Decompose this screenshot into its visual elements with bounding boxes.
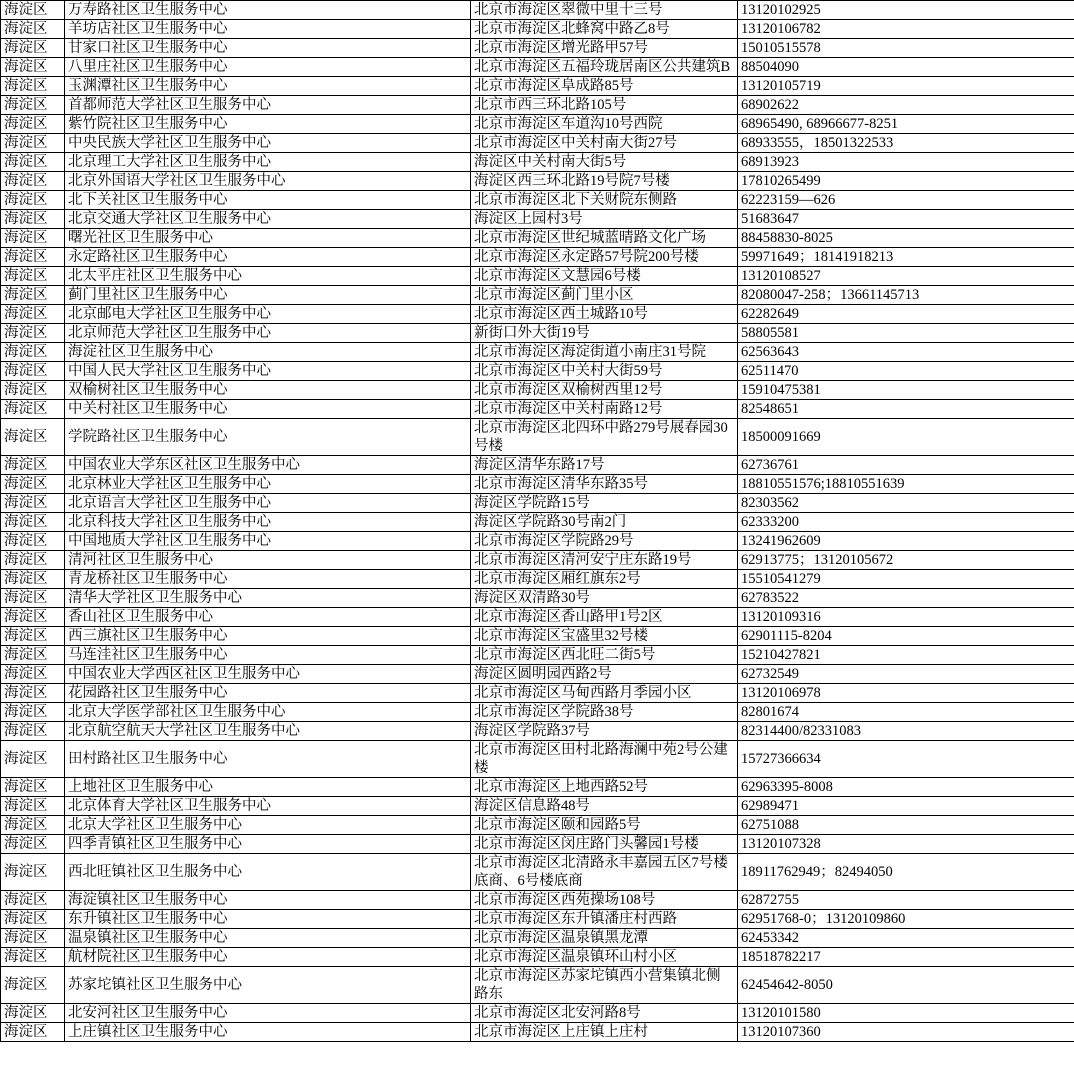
table-row xyxy=(1,343,1074,362)
address-cell: 北京市海淀区颐和园路5号 xyxy=(471,816,738,835)
district-cell: 海淀区 xyxy=(1,400,65,419)
phone-cell: 13120107360 xyxy=(738,1023,1074,1042)
center-name-cell: 中央民族大学社区卫生服务中心 xyxy=(65,134,471,153)
address-cell: 北京市海淀区温泉镇环山村小区 xyxy=(471,948,738,967)
center-name-cell: 蓟门里社区卫生服务中心 xyxy=(65,286,471,305)
center-name-cell: 四季青镇社区卫生服务中心 xyxy=(65,835,471,854)
address-cell: 海淀区清华东路17号 xyxy=(471,456,738,475)
center-name-cell: 北京语言大学社区卫生服务中心 xyxy=(65,494,471,513)
table-row xyxy=(1,703,1074,722)
center-name-cell: 羊坊店社区卫生服务中心 xyxy=(65,20,471,39)
table-row xyxy=(1,778,1074,797)
phone-cell: 18518782217 xyxy=(738,948,1074,967)
table-row xyxy=(1,39,1074,58)
table-row xyxy=(1,191,1074,210)
table-row xyxy=(1,324,1074,343)
phone-cell: 62901115-8204 xyxy=(738,627,1074,646)
district-cell: 海淀区 xyxy=(1,1,65,20)
center-name-cell: 海淀社区卫生服务中心 xyxy=(65,343,471,362)
center-name-cell: 航材院社区卫生服务中心 xyxy=(65,948,471,967)
phone-cell: 17810265499 xyxy=(738,172,1074,191)
table-row xyxy=(1,891,1074,910)
address-cell: 北京市海淀区五福玲珑居南区公共建筑B xyxy=(471,58,738,77)
address-cell: 北京市海淀区西苑操场108号 xyxy=(471,891,738,910)
phone-cell: 13120106978 xyxy=(738,684,1074,703)
address-cell: 北京市海淀区宝盛里32号楼 xyxy=(471,627,738,646)
address-cell: 北京市海淀区海淀街道小南庄31号院 xyxy=(471,343,738,362)
center-name-cell: 西三旗社区卫生服务中心 xyxy=(65,627,471,646)
phone-cell: 62951768-0；13120109860 xyxy=(738,910,1074,929)
table-row xyxy=(1,854,1074,891)
table-row xyxy=(1,210,1074,229)
table-row xyxy=(1,172,1074,191)
district-cell: 海淀区 xyxy=(1,532,65,551)
district-cell: 海淀区 xyxy=(1,343,65,362)
center-name-cell: 花园路社区卫生服务中心 xyxy=(65,684,471,703)
phone-cell: 82314400/82331083 xyxy=(738,722,1074,741)
phone-cell: 13120102925 xyxy=(738,1,1074,20)
district-cell: 海淀区 xyxy=(1,172,65,191)
phone-cell: 15510541279 xyxy=(738,570,1074,589)
center-name-cell: 北京交通大学社区卫生服务中心 xyxy=(65,210,471,229)
address-cell: 北京市海淀区上庄镇上庄村 xyxy=(471,1023,738,1042)
address-cell: 北京市海淀区中关村南大街27号 xyxy=(471,134,738,153)
table-row xyxy=(1,494,1074,513)
phone-cell: 18911762949；82494050 xyxy=(738,854,1074,891)
phone-cell: 68933555，18501322533 xyxy=(738,134,1074,153)
address-cell: 海淀区信息路48号 xyxy=(471,797,738,816)
phone-cell: 68902622 xyxy=(738,96,1074,115)
table-row xyxy=(1,419,1074,456)
address-cell: 北京市海淀区蓟门里小区 xyxy=(471,286,738,305)
center-name-cell: 北京邮电大学社区卫生服务中心 xyxy=(65,305,471,324)
address-cell: 北京市海淀区温泉镇黑龙潭 xyxy=(471,929,738,948)
table-row xyxy=(1,816,1074,835)
address-cell: 北京市海淀区双榆树西里12号 xyxy=(471,381,738,400)
table-row xyxy=(1,229,1074,248)
table-row xyxy=(1,684,1074,703)
table-row xyxy=(1,248,1074,267)
phone-cell: 18810551576;18810551639 xyxy=(738,475,1074,494)
phone-cell: 13120105719 xyxy=(738,77,1074,96)
address-cell: 北京市海淀区东升镇潘庄村西路 xyxy=(471,910,738,929)
center-name-cell: 北安河社区卫生服务中心 xyxy=(65,1004,471,1023)
address-cell: 北京市海淀区清华东路35号 xyxy=(471,475,738,494)
table-row xyxy=(1,722,1074,741)
center-name-cell: 北京大学医学部社区卫生服务中心 xyxy=(65,703,471,722)
center-name-cell: 北京师范大学社区卫生服务中心 xyxy=(65,324,471,343)
table-row xyxy=(1,570,1074,589)
center-name-cell: 上地社区卫生服务中心 xyxy=(65,778,471,797)
district-cell: 海淀区 xyxy=(1,1023,65,1042)
district-cell: 海淀区 xyxy=(1,816,65,835)
phone-cell: 62736761 xyxy=(738,456,1074,475)
phone-cell: 62913775；13120105672 xyxy=(738,551,1074,570)
table-row xyxy=(1,1023,1074,1042)
center-name-cell: 马连洼社区卫生服务中心 xyxy=(65,646,471,665)
address-cell: 北京市海淀区翠微中里十三号 xyxy=(471,1,738,20)
center-name-cell: 北太平庄社区卫生服务中心 xyxy=(65,267,471,286)
center-name-cell: 田村路社区卫生服务中心 xyxy=(65,741,471,778)
phone-cell: 82303562 xyxy=(738,494,1074,513)
address-cell: 北京市海淀区车道沟10号西院 xyxy=(471,115,738,134)
address-cell: 北京市海淀区北清路永丰嘉园五区7号楼底商、6号楼底商 xyxy=(471,854,738,891)
address-cell: 北京市海淀区增光路甲57号 xyxy=(471,39,738,58)
phone-cell: 82801674 xyxy=(738,703,1074,722)
address-cell: 北京市海淀区马甸西路月季园小区 xyxy=(471,684,738,703)
address-cell: 海淀区学院路15号 xyxy=(471,494,738,513)
address-cell: 海淀区学院路30号南2门 xyxy=(471,513,738,532)
district-cell: 海淀区 xyxy=(1,684,65,703)
table-row xyxy=(1,589,1074,608)
address-cell: 北京市海淀区闵庄路门头馨园1号楼 xyxy=(471,835,738,854)
address-cell: 北京市海淀区阜成路85号 xyxy=(471,77,738,96)
table-row xyxy=(1,532,1074,551)
center-name-cell: 中国地质大学社区卫生服务中心 xyxy=(65,532,471,551)
district-cell: 海淀区 xyxy=(1,456,65,475)
table-row xyxy=(1,1004,1074,1023)
table-row xyxy=(1,608,1074,627)
table-row xyxy=(1,551,1074,570)
table-row xyxy=(1,835,1074,854)
district-cell: 海淀区 xyxy=(1,948,65,967)
table-row xyxy=(1,910,1074,929)
table-row xyxy=(1,1,1074,20)
center-name-cell: 学院路社区卫生服务中心 xyxy=(65,419,471,456)
address-cell: 北京市海淀区中关村大街59号 xyxy=(471,362,738,381)
table-row xyxy=(1,267,1074,286)
district-cell: 海淀区 xyxy=(1,570,65,589)
address-cell: 新街口外大街19号 xyxy=(471,324,738,343)
table-row xyxy=(1,77,1074,96)
center-name-cell: 双榆树社区卫生服务中心 xyxy=(65,381,471,400)
district-cell: 海淀区 xyxy=(1,929,65,948)
center-name-cell: 北京科技大学社区卫生服务中心 xyxy=(65,513,471,532)
table-row xyxy=(1,967,1074,1004)
phone-cell: 15910475381 xyxy=(738,381,1074,400)
district-cell: 海淀区 xyxy=(1,153,65,172)
center-name-cell: 青龙桥社区卫生服务中心 xyxy=(65,570,471,589)
district-cell: 海淀区 xyxy=(1,741,65,778)
phone-cell: 62872755 xyxy=(738,891,1074,910)
district-cell: 海淀区 xyxy=(1,1004,65,1023)
center-name-cell: 西北旺镇社区卫生服务中心 xyxy=(65,854,471,891)
table-row xyxy=(1,456,1074,475)
district-cell: 海淀区 xyxy=(1,39,65,58)
district-cell: 海淀区 xyxy=(1,191,65,210)
table-row xyxy=(1,20,1074,39)
address-cell: 北京市海淀区苏家坨镇西小营集镇北侧路东 xyxy=(471,967,738,1004)
center-name-cell: 北下关社区卫生服务中心 xyxy=(65,191,471,210)
table-row xyxy=(1,153,1074,172)
district-cell: 海淀区 xyxy=(1,494,65,513)
district-cell: 海淀区 xyxy=(1,646,65,665)
table-row xyxy=(1,646,1074,665)
phone-cell: 18500091669 xyxy=(738,419,1074,456)
address-cell: 北京市海淀区永定路57号院200号楼 xyxy=(471,248,738,267)
district-cell: 海淀区 xyxy=(1,589,65,608)
table-row xyxy=(1,475,1074,494)
address-cell: 北京市海淀区上地西路52号 xyxy=(471,778,738,797)
phone-cell: 62989471 xyxy=(738,797,1074,816)
table-row xyxy=(1,665,1074,684)
phone-cell: 15210427821 xyxy=(738,646,1074,665)
table-row xyxy=(1,948,1074,967)
health-centers-table-body xyxy=(1,1,1074,1042)
address-cell: 北京市海淀区香山路甲1号2区 xyxy=(471,608,738,627)
center-name-cell: 北京大学社区卫生服务中心 xyxy=(65,816,471,835)
center-name-cell: 万寿路社区卫生服务中心 xyxy=(65,1,471,20)
phone-cell: 15727366634 xyxy=(738,741,1074,778)
phone-cell: 62563643 xyxy=(738,343,1074,362)
phone-cell: 88458830-8025 xyxy=(738,229,1074,248)
center-name-cell: 海淀镇社区卫生服务中心 xyxy=(65,891,471,910)
phone-cell: 62732549 xyxy=(738,665,1074,684)
district-cell: 海淀区 xyxy=(1,627,65,646)
district-cell: 海淀区 xyxy=(1,551,65,570)
phone-cell: 13120107328 xyxy=(738,835,1074,854)
district-cell: 海淀区 xyxy=(1,475,65,494)
district-cell: 海淀区 xyxy=(1,703,65,722)
district-cell: 海淀区 xyxy=(1,381,65,400)
center-name-cell: 上庄镇社区卫生服务中心 xyxy=(65,1023,471,1042)
table-row xyxy=(1,381,1074,400)
center-name-cell: 甘家口社区卫生服务中心 xyxy=(65,39,471,58)
phone-cell: 62511470 xyxy=(738,362,1074,381)
address-cell: 北京市海淀区北四环中路279号展春园30号楼 xyxy=(471,419,738,456)
table-row xyxy=(1,513,1074,532)
center-name-cell: 北京外国语大学社区卫生服务中心 xyxy=(65,172,471,191)
district-cell: 海淀区 xyxy=(1,722,65,741)
phone-cell: 68913923 xyxy=(738,153,1074,172)
phone-cell: 59971649；18141918213 xyxy=(738,248,1074,267)
phone-cell: 62223159—626 xyxy=(738,191,1074,210)
phone-cell: 13120109316 xyxy=(738,608,1074,627)
address-cell: 北京市海淀区世纪城蓝晴路文化广场 xyxy=(471,229,738,248)
phone-cell: 82548651 xyxy=(738,400,1074,419)
address-cell: 海淀区双清路30号 xyxy=(471,589,738,608)
phone-cell: 62454642-8050 xyxy=(738,967,1074,1004)
table-row xyxy=(1,741,1074,778)
address-cell: 海淀区西三环北路19号院7号楼 xyxy=(471,172,738,191)
phone-cell: 13241962609 xyxy=(738,532,1074,551)
address-cell: 海淀区中关村南大街5号 xyxy=(471,153,738,172)
address-cell: 海淀区上园村3号 xyxy=(471,210,738,229)
center-name-cell: 玉渊潭社区卫生服务中心 xyxy=(65,77,471,96)
district-cell: 海淀区 xyxy=(1,891,65,910)
center-name-cell: 曙光社区卫生服务中心 xyxy=(65,229,471,248)
table-row xyxy=(1,305,1074,324)
address-cell: 北京市海淀区文慧园6号楼 xyxy=(471,267,738,286)
district-cell: 海淀区 xyxy=(1,20,65,39)
center-name-cell: 清河社区卫生服务中心 xyxy=(65,551,471,570)
district-cell: 海淀区 xyxy=(1,835,65,854)
table-row xyxy=(1,627,1074,646)
address-cell: 海淀区学院路37号 xyxy=(471,722,738,741)
center-name-cell: 紫竹院社区卫生服务中心 xyxy=(65,115,471,134)
phone-cell: 15010515578 xyxy=(738,39,1074,58)
district-cell: 海淀区 xyxy=(1,229,65,248)
address-cell: 北京市海淀区学院路38号 xyxy=(471,703,738,722)
district-cell: 海淀区 xyxy=(1,419,65,456)
center-name-cell: 苏家坨镇社区卫生服务中心 xyxy=(65,967,471,1004)
district-cell: 海淀区 xyxy=(1,362,65,381)
district-cell: 海淀区 xyxy=(1,286,65,305)
district-cell: 海淀区 xyxy=(1,210,65,229)
table-row xyxy=(1,96,1074,115)
center-name-cell: 清华大学社区卫生服务中心 xyxy=(65,589,471,608)
phone-cell: 88504090 xyxy=(738,58,1074,77)
phone-cell: 68965490, 68966677-8251 xyxy=(738,115,1074,134)
center-name-cell: 北京航空航天大学社区卫生服务中心 xyxy=(65,722,471,741)
district-cell: 海淀区 xyxy=(1,608,65,627)
phone-cell: 62333200 xyxy=(738,513,1074,532)
district-cell: 海淀区 xyxy=(1,77,65,96)
center-name-cell: 中国农业大学西区社区卫生服务中心 xyxy=(65,665,471,684)
district-cell: 海淀区 xyxy=(1,324,65,343)
phone-cell: 13120106782 xyxy=(738,20,1074,39)
address-cell: 北京市西三环北路105号 xyxy=(471,96,738,115)
district-cell: 海淀区 xyxy=(1,797,65,816)
center-name-cell: 中关村社区卫生服务中心 xyxy=(65,400,471,419)
center-name-cell: 中国人民大学社区卫生服务中心 xyxy=(65,362,471,381)
center-name-cell: 八里庄社区卫生服务中心 xyxy=(65,58,471,77)
phone-cell: 62282649 xyxy=(738,305,1074,324)
district-cell: 海淀区 xyxy=(1,58,65,77)
table-row xyxy=(1,362,1074,381)
district-cell: 海淀区 xyxy=(1,854,65,891)
district-cell: 海淀区 xyxy=(1,134,65,153)
address-cell: 北京市海淀区清河安宁庄东路19号 xyxy=(471,551,738,570)
phone-cell: 51683647 xyxy=(738,210,1074,229)
center-name-cell: 首都师范大学社区卫生服务中心 xyxy=(65,96,471,115)
address-cell: 北京市海淀区北安河路8号 xyxy=(471,1004,738,1023)
phone-cell: 58805581 xyxy=(738,324,1074,343)
table-row xyxy=(1,400,1074,419)
address-cell: 北京市海淀区西北旺二街5号 xyxy=(471,646,738,665)
table-row xyxy=(1,134,1074,153)
address-cell: 北京市海淀区北下关财院东侧路 xyxy=(471,191,738,210)
address-cell: 北京市海淀区西土城路10号 xyxy=(471,305,738,324)
district-cell: 海淀区 xyxy=(1,305,65,324)
table-row xyxy=(1,58,1074,77)
table-row xyxy=(1,797,1074,816)
district-cell: 海淀区 xyxy=(1,967,65,1004)
center-name-cell: 北京林业大学社区卫生服务中心 xyxy=(65,475,471,494)
address-cell: 海淀区圆明园西路2号 xyxy=(471,665,738,684)
phone-cell: 62783522 xyxy=(738,589,1074,608)
phone-cell: 62453342 xyxy=(738,929,1074,948)
center-name-cell: 中国农业大学东区社区卫生服务中心 xyxy=(65,456,471,475)
address-cell: 北京市海淀区学院路29号 xyxy=(471,532,738,551)
district-cell: 海淀区 xyxy=(1,115,65,134)
district-cell: 海淀区 xyxy=(1,513,65,532)
district-cell: 海淀区 xyxy=(1,248,65,267)
table-row xyxy=(1,115,1074,134)
center-name-cell: 北京理工大学社区卫生服务中心 xyxy=(65,153,471,172)
center-name-cell: 北京体育大学社区卫生服务中心 xyxy=(65,797,471,816)
district-cell: 海淀区 xyxy=(1,96,65,115)
phone-cell: 62963395-8008 xyxy=(738,778,1074,797)
address-cell: 北京市海淀区中关村南路12号 xyxy=(471,400,738,419)
address-cell: 北京市海淀区北蜂窝中路乙8号 xyxy=(471,20,738,39)
district-cell: 海淀区 xyxy=(1,267,65,286)
phone-cell: 13120101580 xyxy=(738,1004,1074,1023)
table-row xyxy=(1,929,1074,948)
table-row xyxy=(1,286,1074,305)
center-name-cell: 永定路社区卫生服务中心 xyxy=(65,248,471,267)
district-cell: 海淀区 xyxy=(1,665,65,684)
phone-cell: 62751088 xyxy=(738,816,1074,835)
district-cell: 海淀区 xyxy=(1,910,65,929)
phone-cell: 82080047-258；13661145713 xyxy=(738,286,1074,305)
phone-cell: 13120108527 xyxy=(738,267,1074,286)
address-cell: 北京市海淀区厢红旗东2号 xyxy=(471,570,738,589)
center-name-cell: 香山社区卫生服务中心 xyxy=(65,608,471,627)
center-name-cell: 温泉镇社区卫生服务中心 xyxy=(65,929,471,948)
address-cell: 北京市海淀区田村北路海澜中苑2号公建楼 xyxy=(471,741,738,778)
center-name-cell: 东升镇社区卫生服务中心 xyxy=(65,910,471,929)
district-cell: 海淀区 xyxy=(1,778,65,797)
